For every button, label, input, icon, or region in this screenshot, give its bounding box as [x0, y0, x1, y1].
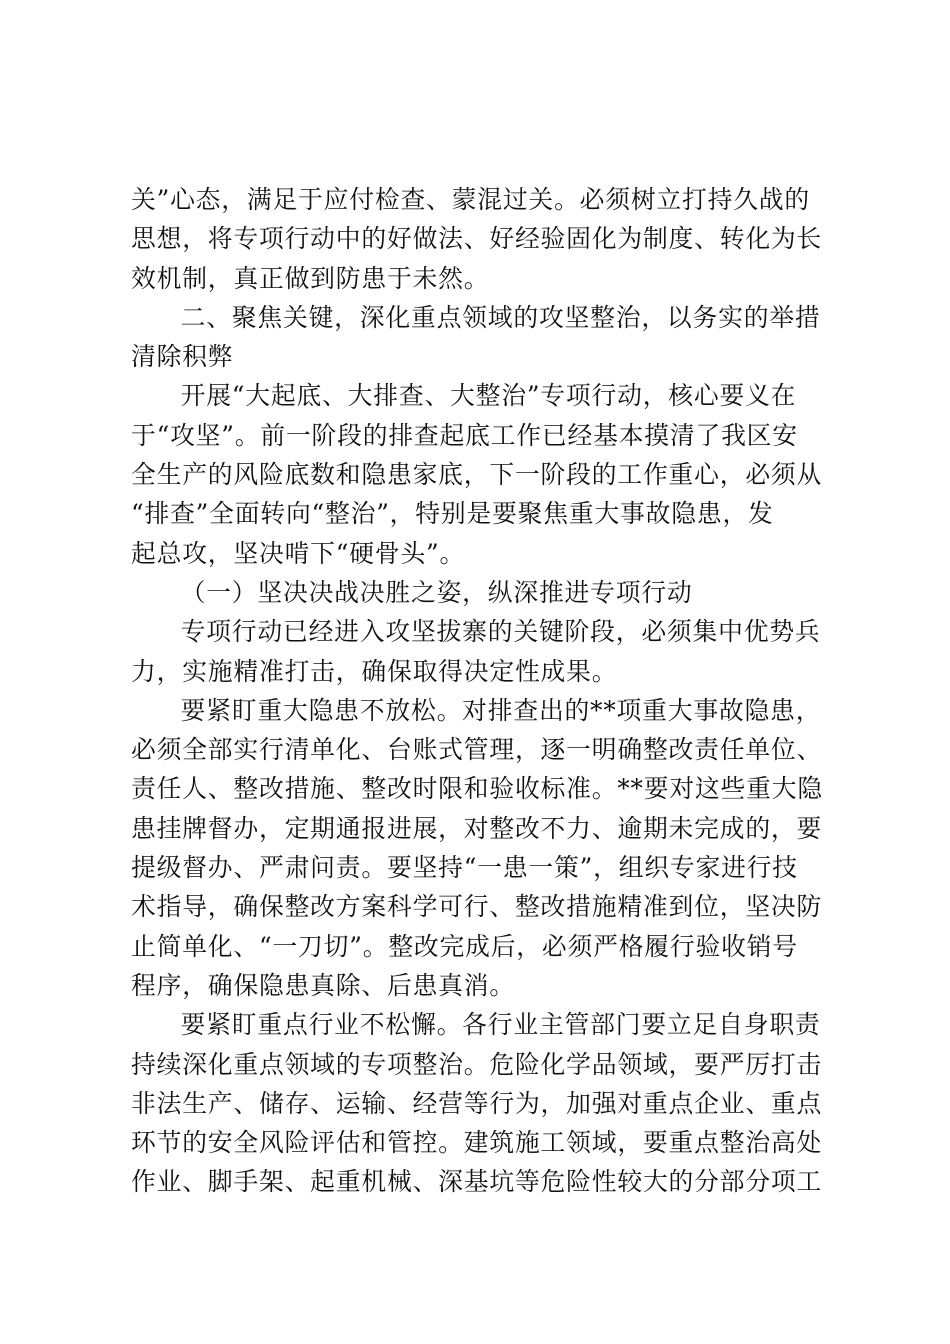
text-line: 环节的安全风险评估和管控。建筑施工领域，要重点整治高处: [131, 1128, 823, 1158]
heading-line: （一）坚决决战决胜之姿，纵深推进专项行动: [180, 577, 693, 607]
section-heading-two: [131, 298, 821, 377]
paragraph-key-industries: [131, 1005, 821, 1201]
text-line: 提级督办、严肃问责。要坚持“一患一策”，组织专家进行技: [131, 853, 798, 883]
text-line: 患挂牌督办，定期通报进展，对整改不力、逾期未完成的，要: [131, 813, 823, 843]
text-line: 要紧盯重大隐患不放松。对排查出的**项重大事故隐患，: [180, 695, 822, 725]
text-line: 起总攻，坚决啃下“硬骨头”。: [131, 538, 466, 568]
text-line: 术指导，确保整改方案科学可行、整改措施精准到位，坚决防: [131, 892, 823, 922]
paragraph-critical-stage: [131, 612, 821, 691]
text-line: 专项行动已经进入攻坚拔寨的关键阶段，必须集中优势兵: [180, 617, 821, 647]
text-line: 开展“大起底、大排查、大整治”专项行动，核心要义在: [180, 381, 797, 411]
text-line: 程序，确保隐患真除、后患真消。: [131, 970, 515, 1000]
text-line: 非法生产、储存、运输、经营等行为，加强对重点企业、重点: [131, 1088, 823, 1118]
text-line: 责任人、整改措施、整改时限和验收标准。**要对这些重大隐: [131, 774, 823, 804]
heading-line: 清除积弊: [131, 342, 234, 372]
text-line: 要紧盯重点行业不松懈。各行业主管部门要立足自身职责: [180, 1010, 821, 1040]
text-line: 力，实施精准打击，确保取得决定性成果。: [131, 656, 618, 686]
paragraph-special-action-intro: [131, 376, 821, 572]
text-line: 必须全部实行清单化、台账式管理，逐一明确整改责任单位、: [131, 735, 823, 765]
text-line: 于“攻坚”。前一阶段的排查起底工作已经基本摸清了我区安: [131, 420, 798, 450]
text-line: 效机制，真正做到防患于未然。: [131, 263, 490, 293]
document-body: [131, 180, 821, 1202]
text-line: 全生产的风险底数和隐患家底，下一阶段的工作重心，必须从: [131, 460, 823, 490]
text-line: 止简单化、“一刀切”。整改完成后，必须严格履行验收销号: [131, 931, 798, 961]
text-line: 持续深化重点领域的专项整治。危险化学品领域，要严厉打击: [131, 1049, 823, 1079]
text-line: 关”心态，满足于应付检查、蒙混过关。必须树立打持久战的: [131, 185, 810, 214]
heading-line: 二、聚焦关键，深化重点领域的攻坚整治，以务实的举措: [180, 302, 821, 332]
text-line: 思想，将专项行动中的好做法、好经验固化为制度、转化为长: [131, 224, 823, 254]
text-line: 作业、脚手架、起重机械、深基坑等危险性较大的分部分项工: [131, 1167, 823, 1197]
text-line: “排查”全面转向“整治”，特别是要聚焦重大事故隐患，发: [131, 499, 774, 529]
paragraph-closing-previous-section: [131, 180, 821, 298]
paragraph-major-hazards: [131, 691, 821, 1005]
subsection-heading-one: [131, 573, 821, 612]
